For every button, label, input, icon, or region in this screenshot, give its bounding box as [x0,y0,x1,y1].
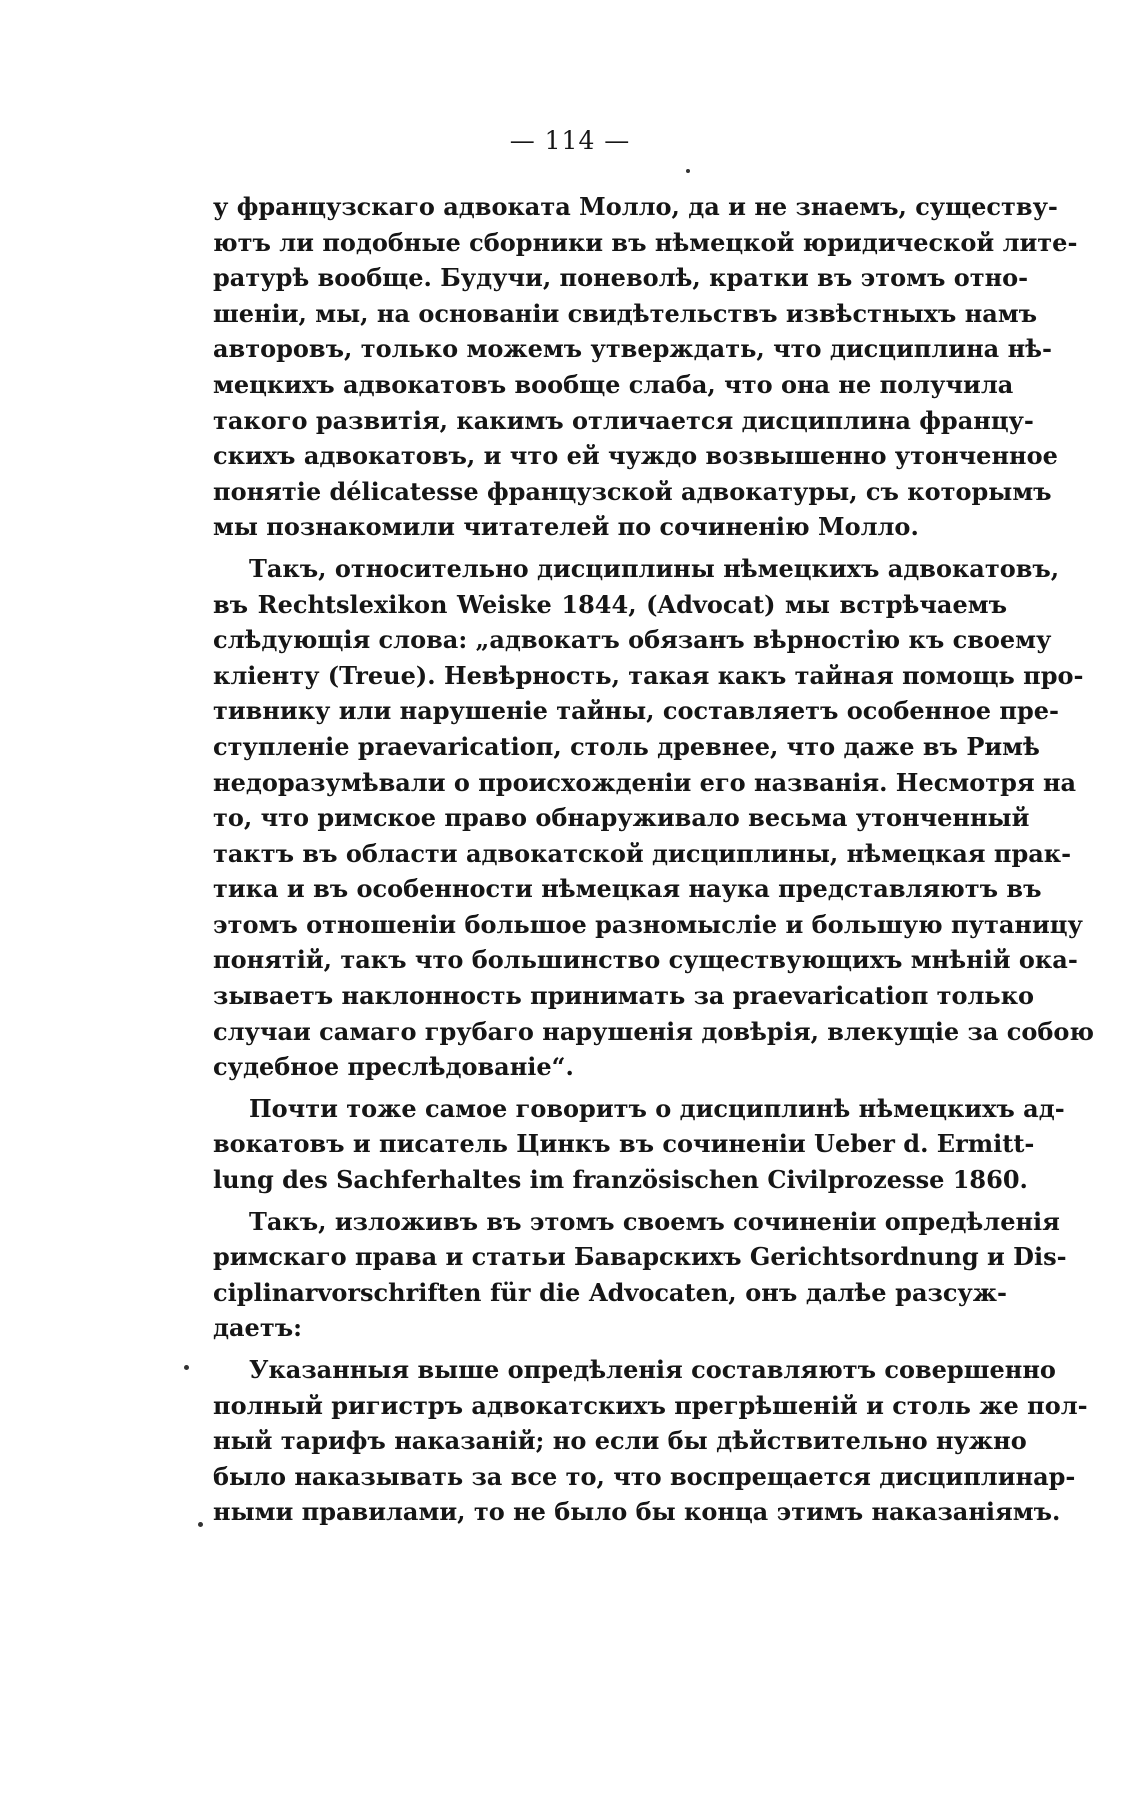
text-line: слѣдующія слова: „адвокатъ обязанъ вѣрностію къ своему [213,625,1052,655]
text-line: у французскаго адвоката Молло, да и не знаемъ, существу- [213,192,1058,221]
body-text [213,189,1095,1530]
text-line: ступленіе praevaricatioп, столь древнее, что даже въ Римѣ [213,731,1040,761]
paragraph [213,551,1095,1085]
margin-mark [184,1365,189,1370]
text-line: Такъ, относительно дисциплины нѣмецкихъ адвокатовъ, [249,553,1060,583]
text-line: то, что римское право обнаруживало весьма утонченный [213,803,1030,833]
text-line: зываетъ наклонность принимать за praevaricatioп только [213,981,1035,1011]
text-line: понятій, такъ что большинство существующихъ мнѣній ока- [213,945,1078,975]
margin-mark [198,1522,203,1527]
paragraph [213,1204,1067,1346]
text-line: тика и въ особенности нѣмецкая наука представляютъ въ [213,874,1042,904]
text-line: шеніи, мы, на основаніи свидѣтельствъ извѣстныхъ намъ [213,298,1038,328]
text-line: Почти тоже самое говоритъ о дисциплинѣ нѣмецкихъ ад- [249,1093,1065,1123]
text-line: ными правилами, то не было бы конца этимъ наказаніямъ. [213,1497,1061,1527]
text-line: вокатовъ и писатель Цинкъ въ сочиненіи Ueber d. Ermitt- [213,1129,1035,1159]
text-line: мецкихъ адвокатовъ вообще слаба, что она не получила [213,369,1014,399]
text-line: понятіе délicatesse французской адвокатуры, съ которымъ [213,476,1052,506]
text-line: кліенту (Treue). Невѣрность, такая какъ тайная помощь про- [213,660,1084,690]
text-line: скихъ адвокатовъ, и что ей чуждо возвышенно утонченное [213,441,1058,471]
text-line: тивнику или нарушеніе тайны, составляетъ особенное пре- [213,696,1059,726]
text-line: этомъ отношеніи большое разномысліе и большую путаницу [213,909,1083,939]
ink-speck [686,169,690,173]
text-line: ciplinarvorschriften für die Advocaten, онъ далѣе разсуж- [213,1277,1007,1307]
text-line: тактъ въ области адвокатской дисциплины, нѣмецкая прак- [213,838,1072,868]
text-line: полный ригистръ адвокатскихъ прегрѣшеній и столь же пол- [213,1390,1088,1420]
text-line: мы познакомили читателей по сочиненію Молло. [213,512,919,542]
text-line: въ Rechtslexikon Weiske 1844, (Advocat) мы встрѣчаемъ [213,589,1007,619]
text-line: ный тарифъ наказаній; но если бы дѣйствительно нужно [213,1426,1027,1456]
paragraph [213,1352,1088,1530]
text-line: Такъ, изложивъ въ этомъ своемъ сочиненіи опредѣленія [249,1206,1060,1236]
text-line: lung des Sachferhaltes im französischen Civilprozesse 1860. [213,1165,1028,1195]
text-line: римскаго права и статьи Баварскихъ Gerichtsordnung и Dis- [213,1242,1067,1272]
text-line: недоразумѣвали о происхожденіи его названія. Несмотря на [213,767,1077,797]
text-line: случаи самаго грубаго нарушенія довѣрія, влекущіе за собою [213,1016,1095,1046]
paragraph [213,1091,1065,1198]
text-line: такого развитія, какимъ отличается дисциплина францу- [213,405,1034,435]
text-line: авторовъ, только можемъ утверждать, что дисциплина нѣ- [213,334,1052,364]
text-line: ютъ ли подобные сборники въ нѣмецкой юридической лите- [213,227,1078,257]
text-line: судебное преслѣдованіе“. [213,1052,574,1082]
text-line: даетъ: [213,1313,302,1343]
text-line: ратурѣ вообще. Будучи, поневолѣ, кратки въ этомъ отно- [213,263,1029,293]
paragraph [213,189,1078,545]
page-number: — 114 — [509,126,631,155]
text-line: было наказывать за все то, что воспрещается дисциплинар- [213,1461,1076,1491]
text-line: Указанныя выше опредѣленія составляютъ совершенно [249,1355,1056,1384]
